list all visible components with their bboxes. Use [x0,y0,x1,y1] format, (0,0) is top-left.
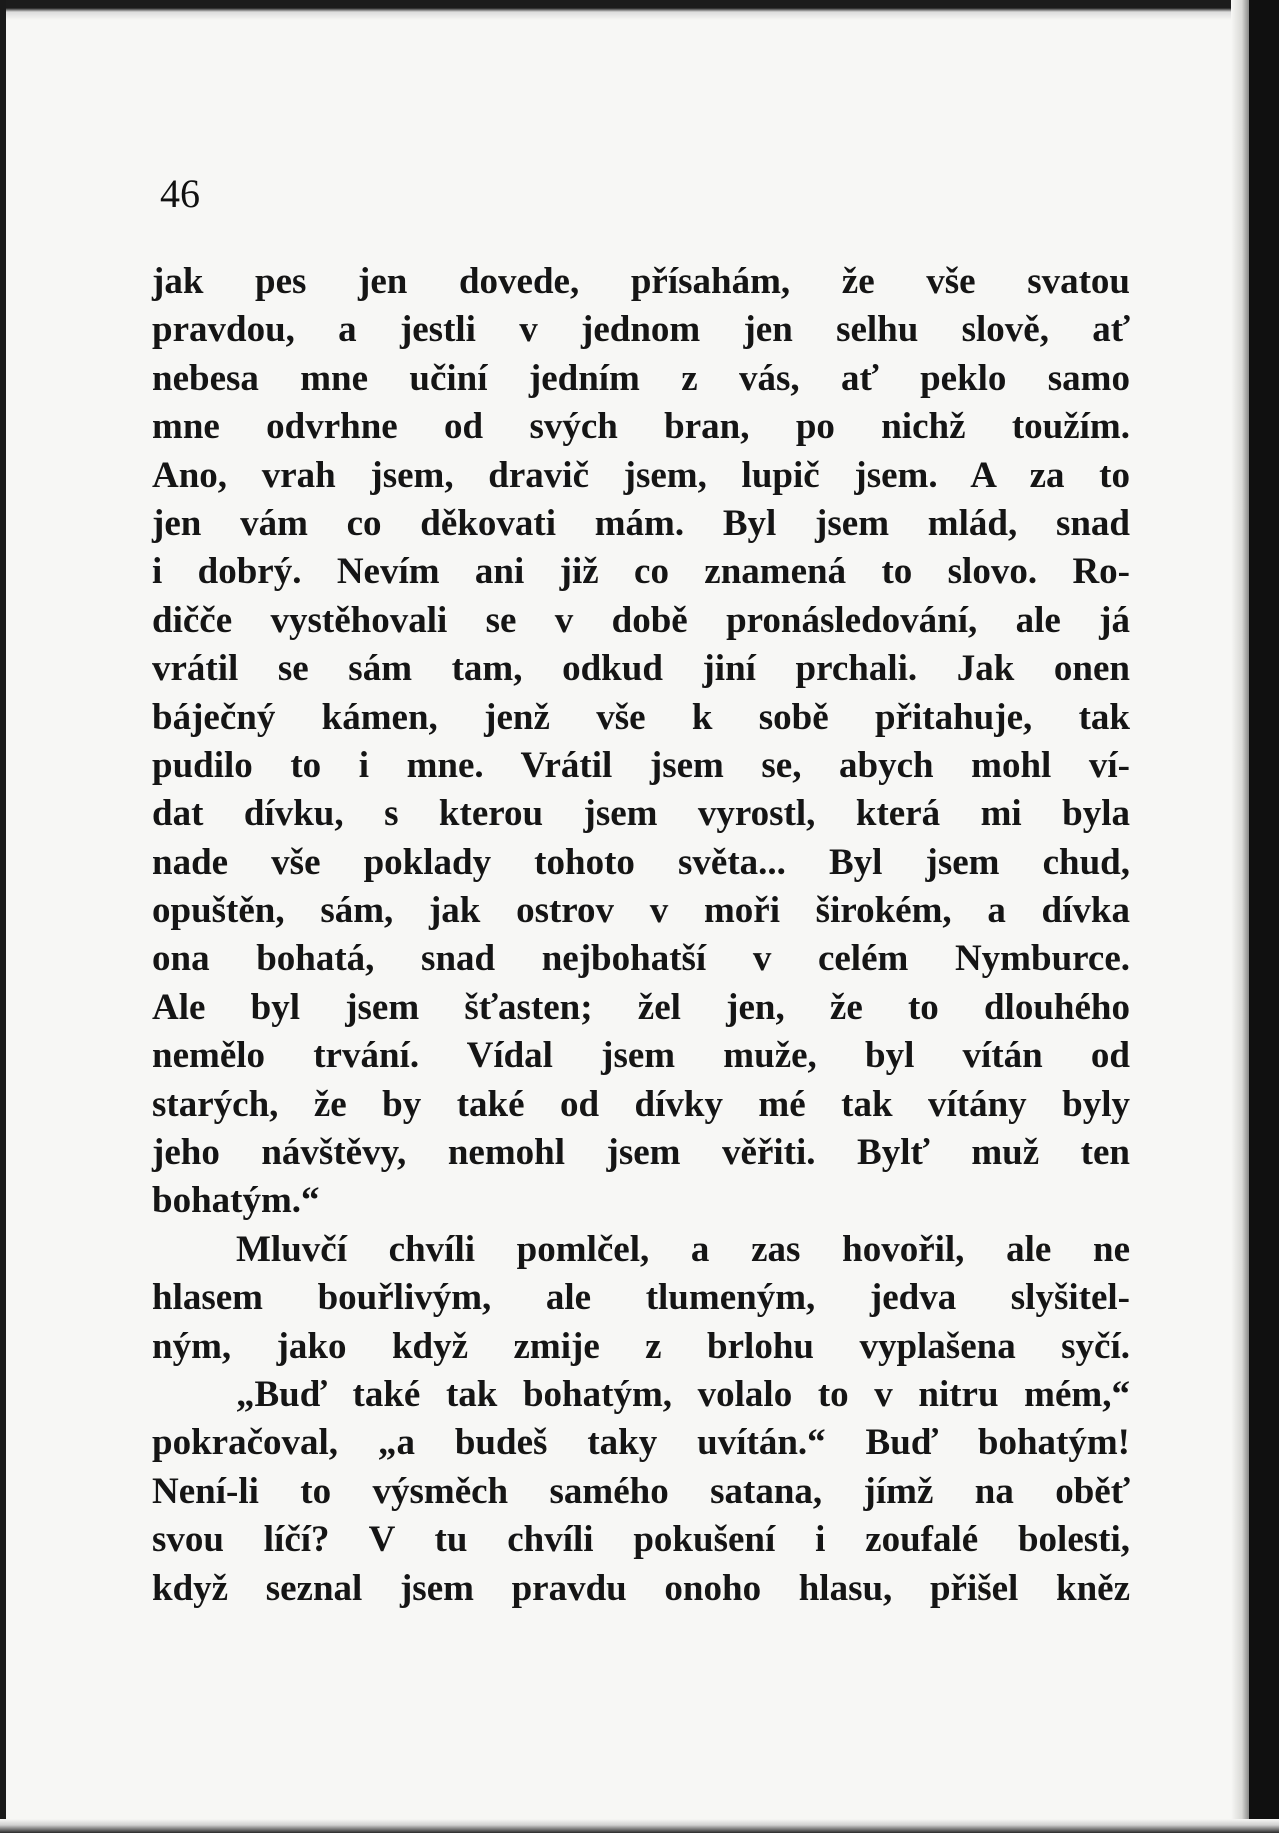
body-text [152,258,1130,1613]
text-line: i dobrý. Nevím ani již co znamená to slovo. Ro- [152,551,1130,593]
text-line: opuštěn, sám, jak ostrov v moři širokém, a dívka [152,890,1130,932]
text-line: nemělo trvání. Vídal jsem muže, byl vítán od [152,1035,1130,1077]
text-line: hlasem bouřlivým, ale tlumeným, jedva slyšitel- [152,1277,1130,1319]
text-line: Mluvčí chvíli pomlčel, a zas hovořil, ale ne [236,1228,1130,1270]
text-line: Ale byl jsem šťasten; žel jen, že to dlouhého [152,986,1130,1028]
text-line: nebesa mne učiní jedním z vás, ať peklo samo [152,357,1130,399]
text-line: pokračoval, „a budeš taky uvítán.“ Buď bohatým! [152,1422,1130,1464]
text-line: ným, jako když zmije z brlohu vyplašena syčí. [152,1325,1130,1367]
text-line: Není-li to výsměch samého satana, jímž na oběť [152,1470,1130,1512]
page-right-fold [1231,0,1249,1833]
page-left-edge [0,0,6,1833]
text-line: báječný kámen, jenž vše k sobě přitahuje, tak [152,696,1130,738]
text-line: jak pes jen dovede, přísahám, že vše svatou [152,261,1130,302]
text-line: svou líčí? V tu chvíli pokušení i zoufalé bolesti, [152,1519,1130,1561]
text-line: ona bohatá, snad nejbohatší v celém Nymburce. [152,938,1130,980]
text-line: dičče vystěhovali se v době pronásledování, ale já [152,599,1130,641]
page-top-edge [0,0,1279,20]
text-line: pravdou, a jestli v jednom jen selhu slově, ať [152,309,1130,351]
text-line: „Buď také tak bohatým, volalo to v nitru mém,“ [236,1373,1130,1415]
text-line: pudilo to i mne. Vrátil jsem se, abych mohl ví- [152,744,1130,786]
text-line: starých, že by také od dívky mé tak vítány byly [152,1083,1130,1125]
text-line: když seznal jsem pravdu onoho hlasu, přišel kněz [152,1567,1130,1609]
text-line: jen vám co děkovati mám. Byl jsem mlád, snad [152,502,1130,544]
page-bottom-edge [0,1819,1279,1833]
text-line: jeho návštěvy, nemohl jsem věřiti. Bylť muž ten [152,1132,1130,1174]
page-number: 46 [160,171,200,216]
text-line: dat dívku, s kterou jsem vyrostl, která mi byla [152,793,1130,835]
text-line: Ano, vrah jsem, dravič jsem, lupič jsem. A za to [152,454,1130,496]
text-line: vrátil se sám tam, odkud jiní prchali. Jak onen [152,648,1130,690]
text-line: mne odvrhne od svých bran, po nichž toužím. [152,406,1130,448]
text-line: bohatým.“ [152,1180,320,1222]
book-gutter [1249,0,1279,1833]
text-line: nade vše poklady tohoto světa... Byl jsem chud, [152,841,1130,883]
